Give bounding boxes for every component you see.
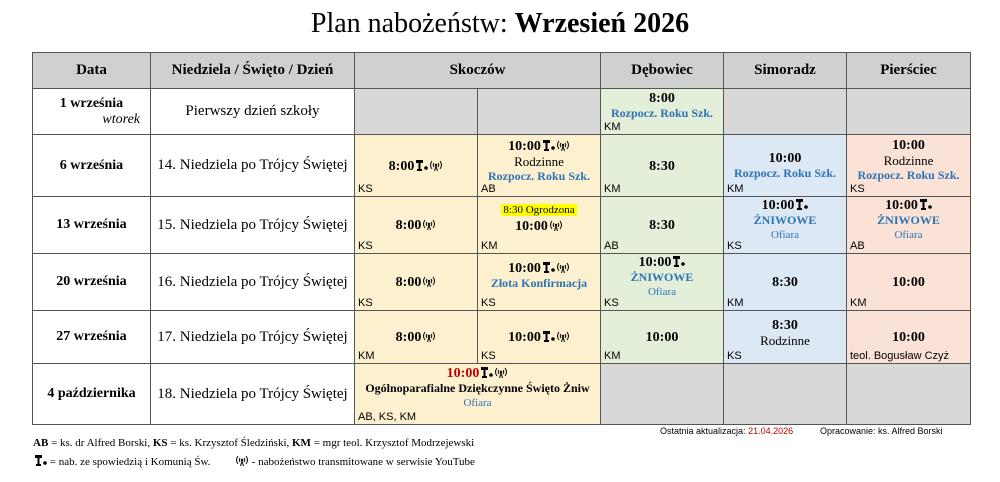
broadcast-antenna-icon — [235, 455, 249, 466]
last-update — [660, 426, 793, 436]
table-row — [33, 135, 971, 197]
legend-abbr: AB — [33, 437, 49, 449]
day-name: 17. Niedziela po Trójcy Świętej — [151, 311, 355, 364]
minister: KS — [358, 297, 373, 309]
service-note: ŻNIWOWE — [753, 213, 817, 227]
date-cell — [33, 311, 151, 364]
service-sub: Ofiara — [894, 229, 923, 241]
table-row — [33, 197, 971, 254]
empty-cell — [724, 364, 847, 425]
service-line2: Rodzinne — [760, 333, 810, 348]
service-time: 8:00 — [395, 330, 422, 345]
table-row — [33, 254, 971, 311]
day-name: 18. Niedziela po Trójcy Świętej — [151, 364, 355, 425]
date-label: 20 września — [56, 274, 127, 289]
service-time: 8:30 — [772, 275, 798, 290]
communion-cup-icon — [673, 256, 685, 267]
date-label: 4 października — [47, 386, 136, 401]
service-cell-skoczow — [478, 254, 601, 311]
minister: KS — [481, 297, 496, 309]
service-time: 8:30 — [649, 158, 675, 174]
service-cell-debowiec — [601, 311, 724, 364]
service-time: 10:00 — [515, 218, 548, 234]
day-name: 15. Niedziela po Trójcy Świętej — [151, 197, 355, 254]
legend-communion: = nab. ze spowiedzią i Komunią Św. — [49, 456, 211, 468]
service-time: 10:00 — [885, 198, 918, 213]
minister: KS — [604, 297, 619, 309]
minister: KS — [358, 183, 373, 195]
service-cell-skoczow — [478, 197, 601, 254]
service-note: Rozpocz. Roku Szk. — [733, 165, 836, 180]
minister: KM — [727, 183, 744, 195]
minister: KS — [358, 240, 373, 252]
service-cell-simoradz — [724, 254, 847, 311]
minister: AB — [604, 240, 619, 252]
header-name: Niedziela / Święto / Dzień — [151, 53, 355, 89]
communion-cup-icon — [416, 160, 428, 171]
communion-cup-icon — [35, 455, 47, 466]
service-time: 8:00 — [395, 218, 422, 233]
date-cell — [33, 135, 151, 197]
minister: teol. Bogusław Czyż — [850, 350, 950, 362]
day-name: 16. Niedziela po Trójcy Świętej — [151, 254, 355, 311]
empty-cell — [355, 89, 478, 135]
service-cell-skoczow — [355, 364, 601, 425]
empty-cell — [724, 89, 847, 135]
title-prefix: Plan nabożeństw: — [310, 8, 508, 39]
empty-cell — [847, 364, 971, 425]
service-cell-piersciec — [847, 135, 971, 197]
broadcast-antenna-icon — [422, 219, 436, 230]
legend-names — [33, 437, 474, 449]
service-note: ŻNIWOWE — [630, 270, 694, 284]
service-note: Rozpocz. Roku Szk. — [610, 105, 713, 120]
update-date: 21.04.2026 — [748, 426, 794, 436]
legend-text: = mgr teol. Krzysztof Modrzejewski — [313, 437, 475, 449]
service-time: 10:00 — [892, 275, 925, 290]
legend-text: = ks. Krzysztof Śledziński, — [170, 437, 290, 449]
minister: AB, KS, KM — [358, 411, 417, 423]
service-time: 10:00 — [761, 198, 795, 213]
service-cell-piersciec — [847, 311, 971, 364]
broadcast-antenna-icon — [429, 160, 443, 171]
communion-cup-icon — [796, 199, 808, 210]
date-cell — [33, 364, 151, 425]
service-line2: Rodzinne — [514, 153, 564, 169]
service-time: 8:30 — [772, 318, 798, 333]
service-time: 10:00 — [645, 330, 679, 345]
service-time: 8:00 — [649, 90, 675, 106]
service-cell-skoczow — [355, 311, 478, 364]
date-label: 13 września — [56, 217, 127, 232]
service-cell-debowiec — [601, 89, 724, 135]
service-note: Złota Konfirmacja — [490, 275, 588, 290]
service-cell-simoradz — [724, 135, 847, 197]
schedule-table — [32, 52, 971, 425]
minister: KS — [481, 350, 496, 362]
service-time: 10:00 — [508, 330, 541, 345]
minister: KS — [727, 350, 742, 362]
service-cell-piersciec — [847, 197, 971, 254]
header-simoradz: Simoradz — [724, 53, 847, 89]
service-cell-skoczow — [355, 197, 478, 254]
author-note: Opracowanie: ks. Alfred Borski — [820, 426, 943, 436]
minister: KM — [604, 121, 621, 133]
broadcast-antenna-icon — [422, 276, 436, 287]
table-row — [33, 364, 971, 425]
broadcast-antenna-icon — [556, 140, 570, 151]
update-label: Ostatnia aktualizacja: — [660, 426, 746, 436]
highlight-note: 8:30 Ogrodzona — [503, 203, 575, 216]
service-time: 10:00 — [638, 255, 672, 270]
header-date: Data — [33, 53, 151, 89]
service-cell-simoradz — [724, 197, 847, 254]
minister: AB — [850, 240, 865, 252]
service-time: 10:00 — [508, 138, 541, 154]
minister: KM — [604, 183, 621, 195]
minister: KM — [850, 297, 867, 309]
service-time: 8:00 — [395, 275, 422, 290]
legend-icons — [33, 455, 475, 468]
page-title — [0, 6, 1000, 42]
service-cell-debowiec — [601, 197, 724, 254]
broadcast-antenna-icon — [422, 331, 436, 342]
service-line2: Rodzinne — [883, 153, 934, 168]
legend-youtube: - nabożeństwo transmitowane w serwisie YouTube — [251, 456, 475, 468]
service-time: 8:30 — [649, 218, 675, 233]
minister: KM — [481, 240, 498, 252]
service-cell-piersciec — [847, 254, 971, 311]
day-name: Pierwszy dzień szkoły — [151, 89, 355, 135]
service-cell-skoczow — [478, 311, 601, 364]
legend-abbr: KS — [152, 437, 168, 449]
communion-cup-icon — [543, 262, 555, 273]
service-note: Ogólnoparafialne Dziękczynne Święto Żniw — [365, 381, 590, 395]
service-note: Rozpocz. Roku Szk. — [487, 168, 590, 183]
date-label: 6 września — [59, 157, 124, 173]
service-time: 10:00 — [768, 150, 802, 166]
weekday-label: wtorek — [102, 111, 140, 127]
broadcast-antenna-icon — [549, 220, 563, 231]
table-row — [33, 311, 971, 364]
title-month: Wrzesień 2026 — [514, 8, 690, 39]
service-cell-simoradz — [724, 311, 847, 364]
service-cell-skoczow — [355, 135, 478, 197]
broadcast-antenna-icon — [556, 331, 570, 342]
table-row — [33, 89, 971, 135]
communion-cup-icon — [481, 367, 493, 378]
service-cell-skoczow — [478, 135, 601, 197]
service-time: 10:00 — [446, 366, 480, 381]
service-sub: Ofiara — [647, 286, 677, 298]
date-label: 27 września — [56, 329, 127, 344]
minister: KM — [727, 297, 744, 309]
empty-cell — [478, 89, 601, 135]
header-piersciec: Pierściec — [847, 53, 971, 89]
communion-cup-icon — [920, 199, 932, 210]
service-time: 10:00 — [508, 260, 541, 276]
service-cell-skoczow — [355, 254, 478, 311]
service-time: 10:00 — [892, 138, 925, 153]
date-cell — [33, 197, 151, 254]
service-sub: Ofiara — [463, 397, 492, 409]
service-time: 8:00 — [388, 158, 415, 174]
header-skoczow: Skoczów — [355, 53, 601, 89]
communion-cup-icon — [543, 331, 555, 342]
empty-cell — [601, 364, 724, 425]
communion-cup-icon — [543, 140, 555, 151]
minister: AB — [481, 183, 496, 195]
legend-text: = ks. dr Alfred Borski, — [51, 437, 151, 449]
service-cell-debowiec — [601, 254, 724, 311]
service-time: 10:00 — [892, 330, 925, 345]
minister: KS — [727, 240, 742, 252]
header-debowiec: Dębowiec — [601, 53, 724, 89]
service-note: Rozpocz. Roku Szk. — [857, 168, 960, 182]
minister: KM — [358, 350, 375, 362]
broadcast-antenna-icon — [494, 367, 508, 378]
broadcast-antenna-icon — [556, 262, 570, 273]
minister: KM — [604, 350, 621, 362]
service-sub: Ofiara — [770, 229, 800, 241]
service-cell-debowiec — [601, 135, 724, 197]
day-name: 14. Niedziela po Trójcy Świętej — [151, 135, 355, 197]
legend-abbr: KM — [292, 437, 311, 449]
date-cell — [33, 89, 151, 135]
header-row — [33, 53, 971, 89]
service-note: ŻNIWOWE — [877, 213, 940, 227]
minister: KS — [850, 183, 865, 195]
date-cell — [33, 254, 151, 311]
empty-cell — [847, 89, 971, 135]
date-label: 1 września — [59, 95, 124, 111]
